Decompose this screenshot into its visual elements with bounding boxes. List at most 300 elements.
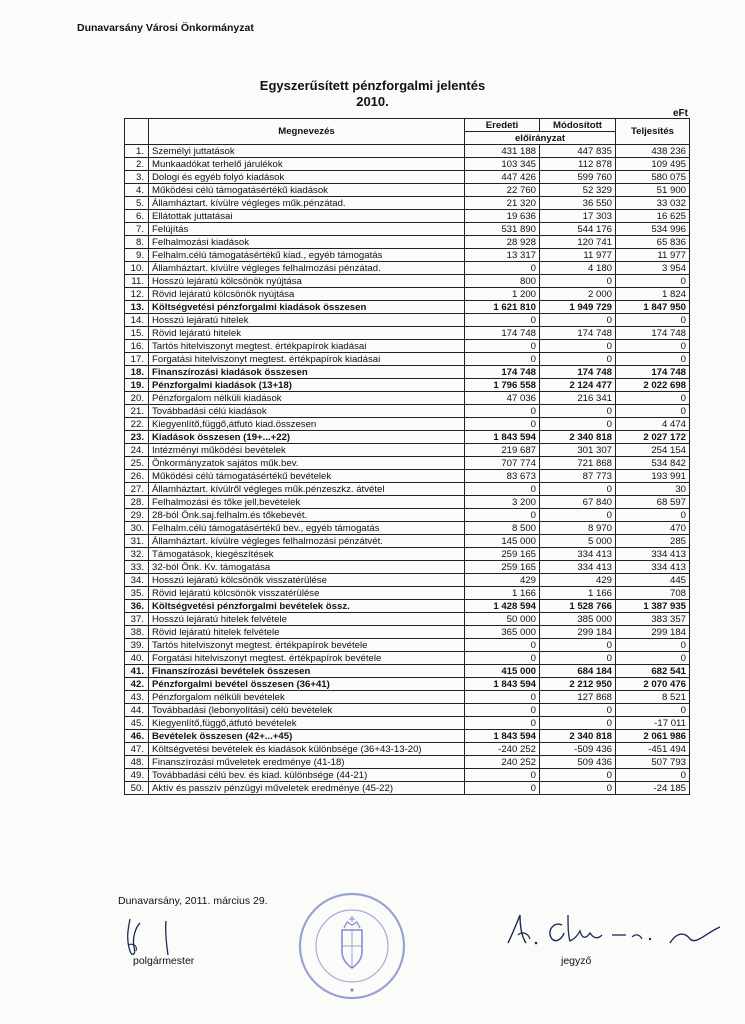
actual-value: 0 bbox=[616, 340, 690, 353]
actual-value: 4 474 bbox=[616, 418, 690, 431]
row-label: Finanszírozási bevételek összesen bbox=[149, 665, 465, 678]
modified-value: 429 bbox=[540, 574, 616, 587]
modified-value: 0 bbox=[540, 509, 616, 522]
original-value: 0 bbox=[465, 509, 540, 522]
modified-value: 127 868 bbox=[540, 691, 616, 704]
original-value: 8 500 bbox=[465, 522, 540, 535]
row-number: 19. bbox=[125, 379, 149, 392]
original-value: 1 428 594 bbox=[465, 600, 540, 613]
row-number: 9. bbox=[125, 249, 149, 262]
modified-value: 2 124 477 bbox=[540, 379, 616, 392]
original-value: 1 166 bbox=[465, 587, 540, 600]
original-value: 431 188 bbox=[465, 145, 540, 158]
modified-value: 0 bbox=[540, 769, 616, 782]
row-number: 18. bbox=[125, 366, 149, 379]
original-value: 21 320 bbox=[465, 197, 540, 210]
table-row bbox=[125, 145, 690, 158]
row-label: Személyi juttatások bbox=[149, 145, 465, 158]
original-value: 0 bbox=[465, 704, 540, 717]
modified-value: 2 000 bbox=[540, 288, 616, 301]
original-value: 0 bbox=[465, 418, 540, 431]
row-label: Dologi és egyéb folyó kiadások bbox=[149, 171, 465, 184]
row-number: 2. bbox=[125, 158, 149, 171]
table-row bbox=[125, 158, 690, 171]
row-label: Államháztart. kívülre végleges felhalmozási pénzátad. bbox=[149, 262, 465, 275]
table-row bbox=[125, 301, 690, 314]
row-label: Kiegyenlítő,függő,átfutó kiad.összesen bbox=[149, 418, 465, 431]
row-number: 3. bbox=[125, 171, 149, 184]
header-name: Megnevezés bbox=[149, 119, 465, 145]
original-value: 103 345 bbox=[465, 158, 540, 171]
original-value: 429 bbox=[465, 574, 540, 587]
modified-value: 174 748 bbox=[540, 366, 616, 379]
row-number: 23. bbox=[125, 431, 149, 444]
header-appropriation: előirányzat bbox=[465, 132, 616, 145]
table-row bbox=[125, 561, 690, 574]
modified-value: 36 550 bbox=[540, 197, 616, 210]
row-label: Pénzforgalmi kiadások (13+18) bbox=[149, 379, 465, 392]
row-number: 17. bbox=[125, 353, 149, 366]
original-value: 19 636 bbox=[465, 210, 540, 223]
modified-value: 2 212 950 bbox=[540, 678, 616, 691]
actual-value: 708 bbox=[616, 587, 690, 600]
original-value: 707 774 bbox=[465, 457, 540, 470]
row-label: Ellátottak juttatásai bbox=[149, 210, 465, 223]
table-row bbox=[125, 509, 690, 522]
row-label: Önkormányzatok sajátos műk.bev. bbox=[149, 457, 465, 470]
row-number: 28. bbox=[125, 496, 149, 509]
actual-value: 2 061 986 bbox=[616, 730, 690, 743]
actual-value: 1 824 bbox=[616, 288, 690, 301]
table-row bbox=[125, 275, 690, 288]
row-number: 10. bbox=[125, 262, 149, 275]
row-number: 6. bbox=[125, 210, 149, 223]
modified-value: 52 329 bbox=[540, 184, 616, 197]
modified-value: -509 436 bbox=[540, 743, 616, 756]
report-title: Egyszerűsített pénzforgalmi jelentés bbox=[259, 78, 486, 93]
original-value: 174 748 bbox=[465, 327, 540, 340]
modified-value: 1 166 bbox=[540, 587, 616, 600]
row-number: 7. bbox=[125, 223, 149, 236]
row-label: Működési célú támogatásértékű bevételek bbox=[149, 470, 465, 483]
row-label: Államháztart. kívülre végleges felhalmozási pénzátvét. bbox=[149, 535, 465, 548]
actual-value: 580 075 bbox=[616, 171, 690, 184]
row-number: 32. bbox=[125, 548, 149, 561]
row-number: 35. bbox=[125, 587, 149, 600]
row-number: 11. bbox=[125, 275, 149, 288]
modified-value: 8 970 bbox=[540, 522, 616, 535]
actual-value: 109 495 bbox=[616, 158, 690, 171]
table-row bbox=[125, 730, 690, 743]
table-row bbox=[125, 379, 690, 392]
table-row bbox=[125, 678, 690, 691]
table-row bbox=[125, 600, 690, 613]
row-label: Továbbadási célú bev. és kiad. különbsége (44-21) bbox=[149, 769, 465, 782]
modified-value: 1 949 729 bbox=[540, 301, 616, 314]
row-number: 8. bbox=[125, 236, 149, 249]
actual-value: 334 413 bbox=[616, 561, 690, 574]
row-label: Rövid lejáratú hitelek bbox=[149, 327, 465, 340]
header-index bbox=[125, 119, 149, 145]
original-value: 0 bbox=[465, 691, 540, 704]
original-value: 531 890 bbox=[465, 223, 540, 236]
modified-value: 0 bbox=[540, 704, 616, 717]
row-label: Államháztart. kívülre végleges műk.pénzátad. bbox=[149, 197, 465, 210]
table-row bbox=[125, 431, 690, 444]
modified-value: 0 bbox=[540, 353, 616, 366]
original-value: 145 000 bbox=[465, 535, 540, 548]
modified-value: 87 773 bbox=[540, 470, 616, 483]
actual-value: 193 991 bbox=[616, 470, 690, 483]
original-value: 1 200 bbox=[465, 288, 540, 301]
row-number: 37. bbox=[125, 613, 149, 626]
row-label: Rövid lejáratú kölcsönök nyújtása bbox=[149, 288, 465, 301]
actual-value: 30 bbox=[616, 483, 690, 496]
row-label: Tartós hitelviszonyt megtest. értékpapírok kiadásai bbox=[149, 340, 465, 353]
row-number: 13. bbox=[125, 301, 149, 314]
row-number: 41. bbox=[125, 665, 149, 678]
original-value: 1 843 594 bbox=[465, 730, 540, 743]
row-label: Államháztart. kívülről végleges műk.pénzeszkz. átvétel bbox=[149, 483, 465, 496]
actual-value: 174 748 bbox=[616, 327, 690, 340]
row-number: 15. bbox=[125, 327, 149, 340]
original-value: 0 bbox=[465, 340, 540, 353]
original-value: 0 bbox=[465, 769, 540, 782]
table-row bbox=[125, 613, 690, 626]
actual-value: 8 521 bbox=[616, 691, 690, 704]
table-row bbox=[125, 470, 690, 483]
row-number: 4. bbox=[125, 184, 149, 197]
row-number: 39. bbox=[125, 639, 149, 652]
modified-value: 5 000 bbox=[540, 535, 616, 548]
row-number: 5. bbox=[125, 197, 149, 210]
modified-value: 299 184 bbox=[540, 626, 616, 639]
modified-value: 67 840 bbox=[540, 496, 616, 509]
original-value: 447 426 bbox=[465, 171, 540, 184]
row-number: 46. bbox=[125, 730, 149, 743]
table-row bbox=[125, 340, 690, 353]
table-row bbox=[125, 288, 690, 301]
actual-value: 16 625 bbox=[616, 210, 690, 223]
row-label: Kiadások összesen (19+...+22) bbox=[149, 431, 465, 444]
table-row bbox=[125, 522, 690, 535]
original-value: 1 843 594 bbox=[465, 431, 540, 444]
modified-value: 17 303 bbox=[540, 210, 616, 223]
row-number: 16. bbox=[125, 340, 149, 353]
actual-value: 0 bbox=[616, 639, 690, 652]
actual-value: 0 bbox=[616, 353, 690, 366]
header-modified: Módosított bbox=[540, 119, 616, 132]
modified-value: 112 878 bbox=[540, 158, 616, 171]
row-label: Működési célú támogatásértékű kiadások bbox=[149, 184, 465, 197]
header-actual: Teljesítés bbox=[616, 119, 690, 145]
original-value: 3 200 bbox=[465, 496, 540, 509]
row-number: 24. bbox=[125, 444, 149, 457]
table-row bbox=[125, 691, 690, 704]
modified-value: 334 413 bbox=[540, 548, 616, 561]
modified-value: 721 868 bbox=[540, 457, 616, 470]
table-row bbox=[125, 483, 690, 496]
row-label: Felhalmozási kiadások bbox=[149, 236, 465, 249]
row-label: Finanszírozási kiadások összesen bbox=[149, 366, 465, 379]
modified-value: 4 180 bbox=[540, 262, 616, 275]
table-body bbox=[125, 145, 690, 795]
row-number: 48. bbox=[125, 756, 149, 769]
table-row bbox=[125, 639, 690, 652]
original-value: 0 bbox=[465, 262, 540, 275]
row-number: 20. bbox=[125, 392, 149, 405]
modified-value: 544 176 bbox=[540, 223, 616, 236]
row-number: 42. bbox=[125, 678, 149, 691]
row-label: Aktív és passzív pénzügyi műveletek eredménye (45-22) bbox=[149, 782, 465, 795]
notary-signature bbox=[500, 905, 740, 955]
actual-value: 0 bbox=[616, 652, 690, 665]
modified-value: 0 bbox=[540, 314, 616, 327]
report-year: 2010. bbox=[356, 94, 389, 109]
table-row bbox=[125, 197, 690, 210]
actual-value: 299 184 bbox=[616, 626, 690, 639]
place-date: Dunavarsány, 2011. március 29. bbox=[118, 895, 268, 907]
actual-value: 2 070 476 bbox=[616, 678, 690, 691]
table-row bbox=[125, 652, 690, 665]
actual-value: 285 bbox=[616, 535, 690, 548]
row-label: Felhalm.célú támogatásértékű bev., egyéb támogatás bbox=[149, 522, 465, 535]
actual-value: 534 996 bbox=[616, 223, 690, 236]
original-value: 1 621 810 bbox=[465, 301, 540, 314]
original-value: 240 252 bbox=[465, 756, 540, 769]
row-label: Költségvetési pénzforgalmi bevételek össz. bbox=[149, 600, 465, 613]
actual-value: 470 bbox=[616, 522, 690, 535]
original-value: 0 bbox=[465, 717, 540, 730]
actual-value: 0 bbox=[616, 275, 690, 288]
actual-value: -24 185 bbox=[616, 782, 690, 795]
actual-value: 445 bbox=[616, 574, 690, 587]
actual-value: 682 541 bbox=[616, 665, 690, 678]
row-number: 43. bbox=[125, 691, 149, 704]
table-row bbox=[125, 171, 690, 184]
modified-value: 0 bbox=[540, 782, 616, 795]
row-label: Forgatási hitelviszonyt megtest. értékpapírok bevétele bbox=[149, 652, 465, 665]
original-value: 0 bbox=[465, 405, 540, 418]
table-row bbox=[125, 262, 690, 275]
original-value: 800 bbox=[465, 275, 540, 288]
row-number: 14. bbox=[125, 314, 149, 327]
table-row bbox=[125, 535, 690, 548]
actual-value: 174 748 bbox=[616, 366, 690, 379]
actual-value: 0 bbox=[616, 704, 690, 717]
actual-value: 11 977 bbox=[616, 249, 690, 262]
original-value: 1 796 558 bbox=[465, 379, 540, 392]
original-value: 0 bbox=[465, 353, 540, 366]
row-label: 28-ból Önk.saj.felhalm.és tőkebevét. bbox=[149, 509, 465, 522]
header-original: Eredeti bbox=[465, 119, 540, 132]
original-value: 13 317 bbox=[465, 249, 540, 262]
original-value: 415 000 bbox=[465, 665, 540, 678]
modified-value: 447 835 bbox=[540, 145, 616, 158]
actual-value: 0 bbox=[616, 769, 690, 782]
table-row bbox=[125, 548, 690, 561]
row-label: Hosszú lejáratú hitelek bbox=[149, 314, 465, 327]
row-label: 32-ból Önk. Kv. támogatása bbox=[149, 561, 465, 574]
original-value: 259 165 bbox=[465, 548, 540, 561]
row-label: Továbbadási (lebonyolítási) célú bevételek bbox=[149, 704, 465, 717]
actual-value: 334 413 bbox=[616, 548, 690, 561]
original-value: 259 165 bbox=[465, 561, 540, 574]
row-number: 22. bbox=[125, 418, 149, 431]
modified-value: 0 bbox=[540, 483, 616, 496]
table-row bbox=[125, 418, 690, 431]
row-label: Költségvetési bevételek és kiadások különbsége (36+43-13-20) bbox=[149, 743, 465, 756]
original-value: 28 928 bbox=[465, 236, 540, 249]
table-row bbox=[125, 574, 690, 587]
row-label: Hosszú lejáratú kölcsönök visszatérülése bbox=[149, 574, 465, 587]
row-number: 12. bbox=[125, 288, 149, 301]
table-row bbox=[125, 236, 690, 249]
table-row bbox=[125, 444, 690, 457]
row-number: 44. bbox=[125, 704, 149, 717]
original-value: 219 687 bbox=[465, 444, 540, 457]
original-value: 0 bbox=[465, 314, 540, 327]
header-row bbox=[125, 119, 690, 132]
table-row bbox=[125, 587, 690, 600]
original-value: 83 673 bbox=[465, 470, 540, 483]
row-number: 30. bbox=[125, 522, 149, 535]
actual-value: -17 011 bbox=[616, 717, 690, 730]
table-row bbox=[125, 184, 690, 197]
table-row bbox=[125, 457, 690, 470]
row-label: Pénzforgalom nélküli bevételek bbox=[149, 691, 465, 704]
mayor-role: polgármester bbox=[133, 955, 195, 967]
actual-value: 0 bbox=[616, 392, 690, 405]
actual-value: 68 597 bbox=[616, 496, 690, 509]
row-label: Felhalm.célú támogatásértékű kiad., egyéb támogatás bbox=[149, 249, 465, 262]
row-number: 1. bbox=[125, 145, 149, 158]
actual-value: 0 bbox=[616, 405, 690, 418]
row-label: Munkaadókat terhelő járulékok bbox=[149, 158, 465, 171]
modified-value: 385 000 bbox=[540, 613, 616, 626]
modified-value: 0 bbox=[540, 405, 616, 418]
table-row bbox=[125, 223, 690, 236]
actual-value: 1 387 935 bbox=[616, 600, 690, 613]
row-label: Továbbadási célú kiadások bbox=[149, 405, 465, 418]
row-label: Tartós hitelviszonyt megtest. értékpapírok bevétele bbox=[149, 639, 465, 652]
modified-value: 2 340 818 bbox=[540, 730, 616, 743]
row-number: 21. bbox=[125, 405, 149, 418]
official-seal bbox=[296, 890, 408, 1002]
original-value: 0 bbox=[465, 483, 540, 496]
modified-value: 11 977 bbox=[540, 249, 616, 262]
row-label: Rövid lejáratú hitelek felvétele bbox=[149, 626, 465, 639]
actual-value: -451 494 bbox=[616, 743, 690, 756]
organization-name: Dunavarsány Városi Önkormányzat bbox=[77, 22, 254, 34]
original-value: 0 bbox=[465, 652, 540, 665]
row-label: Forgatási hitelviszonyt megtest. értékpapírok kiadásai bbox=[149, 353, 465, 366]
modified-value: 301 307 bbox=[540, 444, 616, 457]
table-row bbox=[125, 756, 690, 769]
row-label: Támogatások, kiegészítések bbox=[149, 548, 465, 561]
modified-value: 2 340 818 bbox=[540, 431, 616, 444]
actual-value: 1 847 950 bbox=[616, 301, 690, 314]
report-table bbox=[124, 118, 690, 795]
modified-value: 174 748 bbox=[540, 327, 616, 340]
row-number: 29. bbox=[125, 509, 149, 522]
row-number: 50. bbox=[125, 782, 149, 795]
actual-value: 438 236 bbox=[616, 145, 690, 158]
row-number: 25. bbox=[125, 457, 149, 470]
row-number: 33. bbox=[125, 561, 149, 574]
row-number: 49. bbox=[125, 769, 149, 782]
table-row bbox=[125, 743, 690, 756]
table-row bbox=[125, 717, 690, 730]
notary-role: jegyző bbox=[561, 955, 592, 967]
modified-value: 0 bbox=[540, 652, 616, 665]
row-label: Hosszú lejáratú kölcsönök nyújtása bbox=[149, 275, 465, 288]
modified-value: 0 bbox=[540, 639, 616, 652]
actual-value: 3 954 bbox=[616, 262, 690, 275]
modified-value: 120 741 bbox=[540, 236, 616, 249]
row-number: 31. bbox=[125, 535, 149, 548]
original-value: 0 bbox=[465, 639, 540, 652]
table-row bbox=[125, 626, 690, 639]
modified-value: 0 bbox=[540, 717, 616, 730]
modified-value: 599 760 bbox=[540, 171, 616, 184]
modified-value: 509 436 bbox=[540, 756, 616, 769]
actual-value: 0 bbox=[616, 314, 690, 327]
modified-value: 1 528 766 bbox=[540, 600, 616, 613]
row-number: 26. bbox=[125, 470, 149, 483]
table-row bbox=[125, 249, 690, 262]
table-row bbox=[125, 405, 690, 418]
original-value: -240 252 bbox=[465, 743, 540, 756]
row-label: Pénzforgalmi bevétel összesen (36+41) bbox=[149, 678, 465, 691]
row-number: 45. bbox=[125, 717, 149, 730]
row-number: 27. bbox=[125, 483, 149, 496]
unit-label: eFt bbox=[673, 108, 688, 119]
actual-value: 33 032 bbox=[616, 197, 690, 210]
modified-value: 334 413 bbox=[540, 561, 616, 574]
original-value: 174 748 bbox=[465, 366, 540, 379]
actual-value: 51 900 bbox=[616, 184, 690, 197]
table-row bbox=[125, 210, 690, 223]
table-row bbox=[125, 314, 690, 327]
table-row bbox=[125, 704, 690, 717]
table-row bbox=[125, 327, 690, 340]
table-row bbox=[125, 665, 690, 678]
row-number: 34. bbox=[125, 574, 149, 587]
original-value: 1 843 594 bbox=[465, 678, 540, 691]
table-row bbox=[125, 392, 690, 405]
table-row bbox=[125, 353, 690, 366]
original-value: 50 000 bbox=[465, 613, 540, 626]
original-value: 365 000 bbox=[465, 626, 540, 639]
table-row bbox=[125, 366, 690, 379]
table-row bbox=[125, 496, 690, 509]
row-label: Finanszírozási műveletek eredménye (41-18) bbox=[149, 756, 465, 769]
row-label: Hosszú lejáratú hitelek felvétele bbox=[149, 613, 465, 626]
table-row bbox=[125, 769, 690, 782]
modified-value: 0 bbox=[540, 340, 616, 353]
row-label: Költségvetési pénzforgalmi kiadások összesen bbox=[149, 301, 465, 314]
row-number: 36. bbox=[125, 600, 149, 613]
row-label: Rövid lejáratú kölcsönök visszatérülése bbox=[149, 587, 465, 600]
modified-value: 0 bbox=[540, 418, 616, 431]
row-label: Pénzforgalom nélküli kiadások bbox=[149, 392, 465, 405]
row-label: Felújítás bbox=[149, 223, 465, 236]
actual-value: 2 027 172 bbox=[616, 431, 690, 444]
actual-value: 65 836 bbox=[616, 236, 690, 249]
actual-value: 383 357 bbox=[616, 613, 690, 626]
row-label: Intézményi működési bevételek bbox=[149, 444, 465, 457]
